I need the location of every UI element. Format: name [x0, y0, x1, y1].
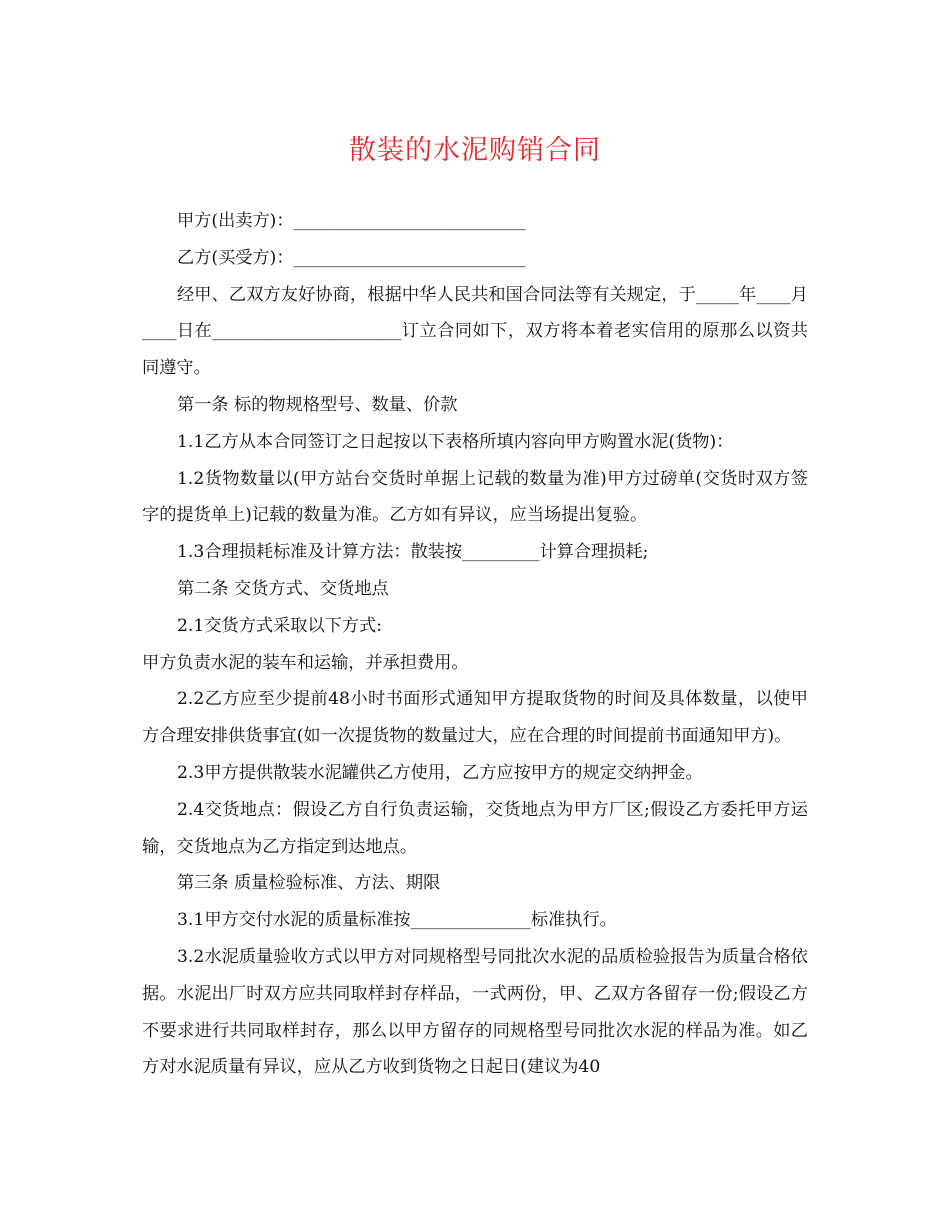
party-b-line: 乙方(买受方)：___________________________ — [177, 247, 526, 268]
clause-2-3: 2.3甲方提供散装水泥罐供乙方使用，乙方应按甲方的规定交纳押金。 — [177, 762, 703, 783]
party-a-line: 甲方(出卖方)：___________________________ — [177, 211, 526, 231]
article-3-heading: 第三条 质量检验标准、方法、期限 — [177, 873, 441, 894]
clause-2-1: 2.1交货方式采取以下方式: — [177, 615, 383, 636]
clause-2-4: 2.4交货地点：假设乙方自行负责运输，交货地点为甲方厂区;假设乙方委托甲方运输，交货地点为乙方指定到达地点。 — [142, 799, 808, 857]
document-body — [142, 203, 808, 1086]
clause-1-2: 1.2货物数量以(甲方站台交货时单据上记载的数量为准)甲方过磅单(交货时双方签字的提货单上)记载的数量为准。乙方如有异议，应当场提出复验。 — [142, 468, 808, 526]
clause-3-1: 3.1甲方交付水泥的质量标准按______________标准执行。 — [177, 910, 617, 931]
document-title: 散装的水泥购销合同 — [349, 135, 601, 166]
article-1-heading: 第一条 标的物规格型号、数量、价款 — [177, 394, 458, 415]
article-2-heading: 第二条 交货方式、交货地点 — [177, 578, 389, 599]
clause-2-2: 2.2乙方应至少提前48小时书面形式通知甲方提取货物的时间及具体数量，以使甲方合理安排供货事宜(如一次提货物的数量过大，应在合理的时间提前书面通知甲方)。 — [142, 689, 808, 747]
clause-2-1-detail: 甲方负责水泥的装车和运输，并承担费用。 — [142, 652, 469, 673]
preamble-paragraph: 经甲、乙双方友好协商，根据中华人民共和国合同法等有关规定，于_____年____月____日在______________________订立合同如下，双方将本着老实信用的原那么以资共同遵守。 — [142, 284, 808, 379]
clause-1-1: 1.1乙方从本合同签订之日起按以下表格所填内容向甲方购置水泥(货物)： — [177, 431, 734, 452]
clause-1-3: 1.3合理损耗标准及计算方法：散装按_________计算合理损耗; — [177, 542, 649, 563]
clause-3-2: 3.2水泥质量验收方式以甲方对同规格型号同批次水泥的品质检验报告为质量合格依据。水泥出厂时双方应共同取样封存样品，一式两份，甲、乙双方各留存一份;假设乙方不要求进行共同取样封存，那么以甲方留存的同规格型号同批次水泥的样品为准。如乙方对水泥质量有异议，应从乙方收到货物之日起日(建议为40 — [142, 946, 808, 1078]
